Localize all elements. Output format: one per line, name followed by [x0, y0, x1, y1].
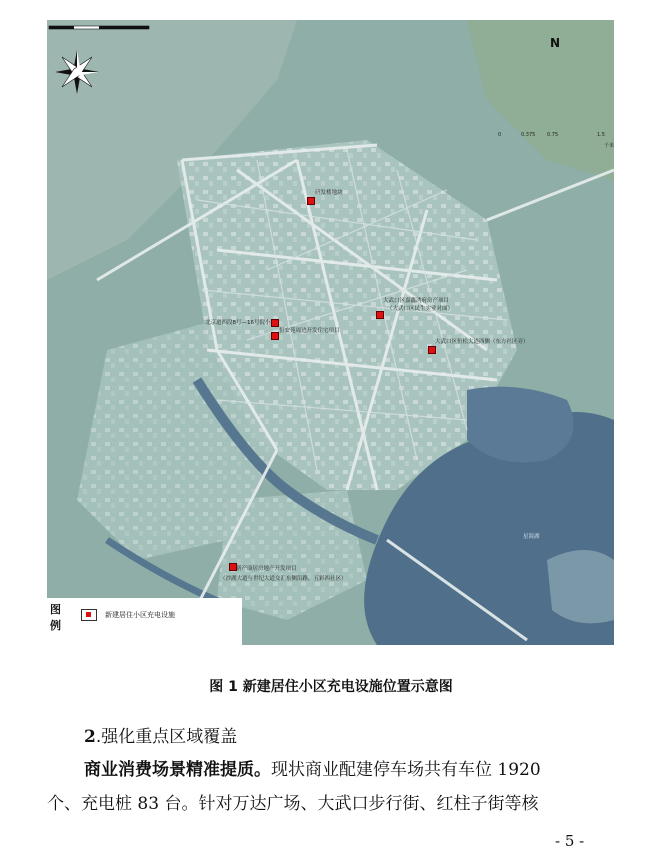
heading-text: .强化重点区域覆盖 [95, 727, 238, 747]
site-label: 新产康居房地产开发项目 [236, 566, 297, 572]
scale-label: 0.75 [547, 132, 559, 138]
scale-bar [47, 20, 157, 34]
map-legend [47, 598, 242, 645]
legend-title: 图例 [50, 603, 61, 632]
page-number: - 5 - [555, 832, 585, 850]
site-label: （大武口区民生实业对面） [387, 306, 454, 312]
site-label: 北京道西段8号—16号院小 [205, 320, 271, 326]
legend-marker-icon [81, 609, 97, 621]
site-marker [307, 197, 315, 205]
site-label: 大武口区恒松大道西侧（东方社区旁） [435, 339, 529, 345]
paragraph [47, 753, 617, 787]
figure-caption: 图 1 新建居住小区充电设施位置示意图 [209, 679, 453, 695]
scale-unit: 千米 [604, 143, 614, 149]
location-map [47, 20, 614, 645]
site-label: 恒安苑周边开发住宅项目 [279, 328, 340, 334]
paragraph-text: 现状商业配建停车场共有车位 1920 [271, 760, 541, 780]
site-marker [271, 319, 279, 327]
site-label: 大武口区嘉鑫鸿府房产项目 [383, 298, 450, 304]
legend-item-label: 新建居住小区充电设施 [105, 611, 175, 619]
scale-label: 0 [498, 132, 502, 138]
paragraph-lead: 商业消费场景精准提质。 [84, 760, 271, 780]
site-label: （沙湖大道与世纪大道交汇东侧沿路，五彩西社区） [220, 576, 347, 582]
scale-label: 1.5 [597, 132, 605, 138]
site-marker [271, 332, 279, 340]
paragraph: 个、充电桩 83 台。针对万达广场、大武口步行街、红柱子街等核 [47, 794, 539, 814]
site-marker [376, 311, 384, 319]
section-heading [84, 722, 237, 747]
north-label: N [550, 36, 561, 50]
heading-number: 2 [84, 727, 96, 747]
scale-label: 0.375 [521, 132, 536, 138]
lake-label: 星海湖 [523, 534, 540, 540]
site-marker [428, 346, 436, 354]
site-label: 研发楼地块 [315, 190, 343, 196]
